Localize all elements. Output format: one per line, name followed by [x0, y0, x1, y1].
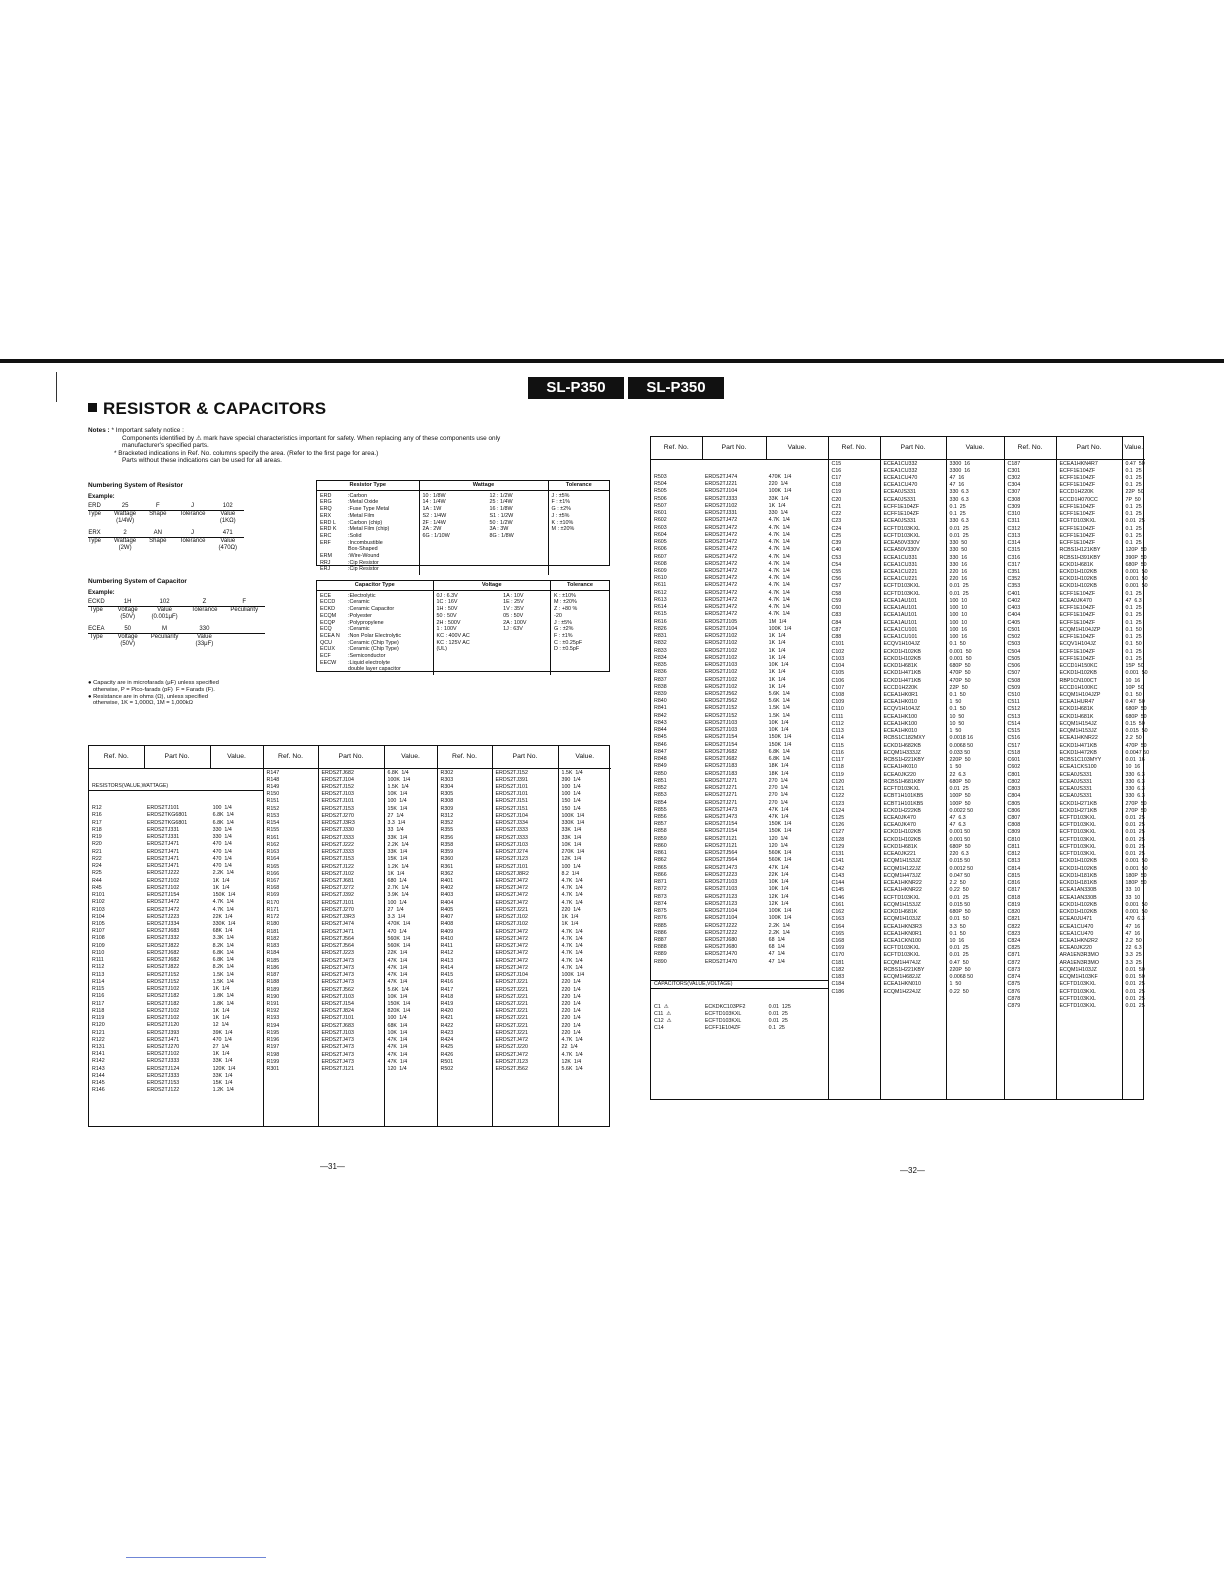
ref-column: R12 R16 R17 R18 R19 R20 R21 R22 R24 R25 R44 R45 R101 R102 R103 R104 R105 R107 R108 R109 R110 R111 R112 R113 R114 R115 R116 R117 R118 R119 R120 R121 R122 R131 R141 R142 R143 R144 R145 R146 [92, 805, 105, 1094]
value-column: 6.8K 1/4 100K 1/4 1.5K 1/4 10K 1/4 100 1/4 15K 1/4 27 1/4 3.3 1/4 33 1/4 33K 1/4 2.2K 1/4 33K 1/4 15K 1/4 1.2K 1/4 1K 1/4 680 1/4 2.7K 1/4 3.9K 1/4 100 1/4 27 1/4 3.3 1/4 470K 1/4 470 1/4 560K 1/4 560K 1/4 22K 1/4 47K 1/4 47K 1/4 47K 1/4 47K 1/4 5.6K 1/4 10K 1/4 150K 1/4 820K 1/4 100 1/4 68K 1/4 10K 1/4 47K 1/4 47K 1/4 47K 1/4 47K 1/4 120 1/4 [384, 768, 437, 1126]
capacitor-type-legend [316, 580, 610, 672]
code-part: 471 [213, 525, 245, 538]
legend-header: Capacitor Type [317, 581, 433, 590]
code-part: J [174, 503, 213, 511]
parts-table-page31 [88, 745, 610, 1127]
value-column: 470K 1/4 220 1/4 100K 1/4 33K 1/4 1K 1/4 330 1/4 4.7K 1/4 4.7K 1/4 4.7K 1/4 4.7K 1/4 4.7K 1/4 4.7K 1/4 4.7K 1/4 4.7K 1/4 4.7K 1/4 4.7K 1/4 4.7K 1/4 4.7K 1/4 4.7K 1/4 4.7K 1/4 1M 1/4 100K 1/4 1K 1/4 1K 1/4 1K 1/4 1K 1/4 10K 1/4 1K 1/4 1K 1/4 1K 1/4 5.6K 1/4 5.6K 1/4 1.5K 1/4 1.5K 1/4 10K 1/4 10K 1/4 150K 1/4 150K 1/4 6.8K 1/4 6.8K 1/4 18K 1/4 18K 1/4 270 1/4 270 1/4 270 1/4 270 1/4 47K 1/4 47K 1/4 150K 1/4 150K 1/4 120 1/4 120 1/4 560K 1/4 560K 1/4 47K 1/4 22K 1/4 10K 1/4 10K 1/4 12K 1/4 12K 1/4 100K 1/4 100K 1/4 2.2K 1/4 2.2K 1/4 68 1/4 68 1/4 47 1/4 47 1/4 [768, 473, 792, 965]
legend-codes: ECE ECCD ECKD ECQM ECQP ECQ ECEA N QCU ECUX ECF EECW [320, 592, 340, 666]
code-label: Type [88, 538, 102, 544]
section-title [88, 399, 326, 419]
code-label: Shape [149, 511, 167, 517]
code-label: Wattage (1/4W) [114, 511, 137, 524]
code-label: Wattage (2W) [114, 538, 137, 551]
code-label: Tolerance [179, 511, 206, 517]
col-header-value: Value. [946, 437, 1004, 459]
ref-column: C187 C301 C302 C304 C307 C308 C309 C310 C311 C312 C313 C314 C315 C316 C317 C351 C352 C353 C401 C402 C403 C404 C405 C501 C502 C503 C504 C505 C506 C507 C508 C509 C510 C511 C512 C513 C514 C515 C516 C517 C518 C601 C602 C801 C802 C803 C804 C805 C806 C807 C808 C809 C810 C811 C812 C813 C814 C815 C816 C817 C818 C819 C820 C821 C822 C823 C824 C825 C871 C872 C873 C874 C875 C876 C878 C879 [1004, 459, 1056, 1099]
code-label: Type [89, 607, 103, 613]
col-header-ref: Ref. No. [828, 437, 880, 459]
code-part: ECEA [88, 621, 112, 634]
code-part: J [174, 525, 213, 538]
part-column: ECKDKC103PF2 ECFTD103KXL ECFTD103KXL ECFF1E104ZF [704, 1003, 746, 1032]
value-column: 0.47 50 0.1 25 0.1 25 0.1 25 22P 50 7P 50 0.1 25 0.1 25 0.01 25 0.1 25 0.1 25 0.1 25 120P 50 390P 50 680P 50 0.001 50 0.001 50 0.001 50 0.1 25 47 6.3 0.1 25 0.1 25 0.1 25 0.1 50 0.1 25 0.1 50 0.1 25 0.1 25 15P 50 0.001 50 10 16 10P 50 0.1 50 0.47 50 680P 50 680P 50 0.15 50 0.015 50 2.2 50 470P 50 0.0047 50 0.01 16 10 16 330 6.3 330 6.3 330 6.3 330 6.3 270P 50 270P 50 0.01 25 0.01 25 0.01 25 0.01 25 0.01 25 0.01 25 0.001 50 0.001 50 180P 50 180P 50 33 10 33 10 0.001 50 0.001 50 470 6.3 47 16 47 16 2.2 50 22 6.3 3.3 25 3.3 25 0.01 50 0.01 50 0.01 25 0.01 25 0.01 25 0.01 25 [1125, 460, 1150, 1010]
code-part: 102 [213, 503, 245, 511]
code-part: M [145, 621, 186, 634]
resistor-numbering-example [88, 494, 244, 552]
example-label: Example: [88, 590, 115, 596]
col-header-value: Value. [384, 746, 437, 768]
col-header-ref: Ref. No. [651, 437, 702, 459]
legend-header: Wattage [419, 481, 548, 490]
code-part: AN [143, 525, 173, 538]
ref-column: R302 R303 R304 R305 R308 R309 R312 R352 R355 R356 R358 R359 R360 R361 R362 R401 R402 R403 R404 R405 R407 R408 R409 R410 R411 R412 R413 R414 R415 R416 R417 R418 R419 R420 R421 R422 R423 R424 R425 R426 R501 R502 [437, 768, 492, 1126]
resistor-numbering-title: Numbering System of Resistor [88, 482, 183, 489]
col-header-value: Value. [210, 746, 263, 768]
ref-column: R147 R148 R149 R150 R151 R152 R153 R154 R155 R161 R162 R163 R164 R165 R166 R167 R168 R169 R170 R171 R172 R180 R181 R182 R183 R184 R185 R186 R187 R188 R189 R190 R191 R192 R193 R194 R195 R196 R197 R198 R199 R301 [263, 768, 318, 1126]
code-label: Peculiarity [230, 607, 259, 613]
legend-values: K : ±10% M : ±20% Z : +80 % -20 J : ±5% G : ±2% F : ±1% C : ±0.25pF D : ±0.5pF [554, 592, 583, 653]
legend-header: Resistor Type [317, 481, 419, 490]
legend-desc: :Carbon :Metal Oxide :Fuse Type Metal :Metal Film :Carbon (chip) :Metal Film (chip) :Solid :Incombustible Box-Shaped :Wire-Wound :Cip Resistor :Cip Resistor [345, 490, 419, 575]
code-label: Type [89, 634, 103, 640]
code-label: Tolerance [191, 607, 218, 613]
parts-table-page32 [650, 436, 1150, 1100]
code-part: 2 [108, 525, 143, 538]
col-header-part: Part No. [144, 746, 210, 768]
bullet-square-icon [88, 403, 97, 412]
note-line: ● Resistance are in ohms (Ω), unless specified [88, 693, 208, 700]
legend-codes: ERD ERG ERQ ERX ERD L ERD K ERC ERF ERM RRJ ERJ [320, 492, 337, 573]
part-column: ERDS2TJ152 ERDS2TJ391 ERDS2TJ101 ERDS2TJ101 ERDS2TJ151 ERDS2TJ151 ERDS2TJ104 ERDS2TJ334 ERDS2TJ333 ERDS2TJ333 ERDS2TJ103 ERDS2TJ274 ERDS2TJ123 ERDS2TJ101 ERDS2TJ8R2 ERDS2TJ472 ERDS2TJ472 ERDS2TJ472 ERDS2TJ472 ERDS2TJ221 ERDS2TJ102 ERDS2TJ102 ERDS2TJ472 ERDS2TJ472 ERDS2TJ472 ERDS2TJ472 ERDS2TJ472 ERDS2TJ472 ERDS2TJ104 ERDS2TJ221 ERDS2TJ221 ERDS2TJ221 ERDS2TJ221 ERDS2TJ221 ERDS2TJ221 ERDS2TJ221 ERDS2TJ221 ERDS2TJ472 ERDS2TJ220 ERDS2TJ472 ERDS2TJ123 ERDS2TJ562 [492, 768, 558, 1126]
code-part: ERD [88, 503, 108, 511]
footer-rule [126, 1557, 266, 1558]
col-header-ref: Ref. No. [89, 746, 144, 768]
legend-header: Tolerance [551, 581, 609, 590]
col-header-value: Value. [1122, 437, 1145, 459]
notes-label: Notes : [88, 427, 110, 434]
capacitor-numbering-example [88, 590, 265, 648]
code-part: F [143, 503, 173, 511]
legend-values: J : ±5% F : ±1% G : ±2% J : ±5% K : ±10% M : ±20% [551, 492, 575, 533]
legend-values: 1A : 10V 1E : 25V 1V : 35V 05 : 50V 2A : 100V 1J : 63V [500, 590, 550, 675]
code-part: 25 [108, 503, 143, 511]
notes-line: * Important safety notice : [111, 427, 184, 434]
notes-line: manufacturer's specified parts. [122, 442, 209, 450]
part-column: ERDS2TJ101 ERDS2TKG6801 ERDS2TKG6801 ERDS2TJ331 ERDS2TJ331 ERDS2TJ471 ERDS2TJ471 ERDS2TJ471 ERDS2TJ471 ERDS2TJ222 ERDS2TJ102 ERDS2TJ102 ERDS2TJ154 ERDS2TJ472 ERDS2TJ472 ERDS2TJ223 ERDS2TJ334 ERDS2TJ683 ERDS2TJ332 ERDS2TJ822 ERDS2TJ682 ERDS2TJ682 ERDS2TJ822 ERDS2TJ152 ERDS2TJ152 ERDS2TJ102 ERDS2TJ182 ERDS2TJ182 ERDS2TJ102 ERDS2TJ102 ERDS2TJ120 ERDS2TJ393 ERDS2TJ471 ERDS2TJ270 ERDS2TJ102 ERDS2TJ333 ERDS2TJ124 ERDS2TJ333 ERDS2TJ153 ERDS2TJ122 [146, 805, 188, 1094]
col-header-part: Part No. [702, 437, 766, 459]
code-part: F [224, 599, 265, 607]
col-header-part: Part No. [1056, 437, 1122, 459]
part-column: ECEA1CU332 ECEA1CU332 ECEA1CU470 ECEA1CU470 ECEA0JS331 ECEA0JS331 ECFF1E104ZF ECFF1E104ZF ECEA0JS331 ECFTD103KXL ECFTD103KXL ECEA50V330V ECEA50V330V ECEA1CU331 ECEA1CU331 ECEA1CU221 ECEA1CU221 ECFTD103KXL ECFTD103KXL ECEA1AU101 ECEA1AU101 ECEA1AU101 ECEA1AU101 ECEA1CU101 ECEA1CU101 ECQV1H104JZ ECKD1H102KB ECKD1H102KB ECKD1H681K ECKD1H471KB ECKD1H471KB ECCD1H220K ECEA1HK0R1 ECEA1HK010 ECQV1H104JZ ECEA1HK100 ECEA1HK100 ECEA1HK010 RCBS1C182MXY ECKD1H682KB ECQM1H333JZ RCBS1H221KBY ECEA1HK010 ECEA0JK220 RCBS1H681KBY ECFTD103KXL ECBT1H101KB5 ECBT1H101KB5 ECKD1H222KB ECEA0JK470 ECEA0JK470 ECKD1H102KB ECKD1H102KB ECKD1H681K ECEA0JK221 ECQM1H153JZ ECQM1H122JZ ECQM1H473JZ ECEA1HKNR22 ECEA1HKNR22 ECFTD103KXL ECQM1H153JZ ECKD1H681K ECQM1H103JZ ECEA1HKN3R3 ECEA1HKN0R1 ECEA1CKN100 ECFTD103KXL ECFTD103KXL ECQM1H474JZ RCBS1H221KBY ECQM1H682JZ ECEA1HKN010 ECQM1H224JZ [880, 459, 946, 1099]
code-part: 330 [185, 621, 224, 634]
example-label: Example: [88, 494, 115, 500]
col-header-ref: Ref. No. [263, 746, 318, 768]
margin-mark [56, 372, 57, 402]
col-header-ref: Ref. No. [437, 746, 492, 768]
notes [88, 427, 628, 465]
code-part: Z [185, 599, 224, 607]
code-part: 102 [145, 599, 186, 607]
code-part: 1H [112, 599, 145, 607]
model-badge: SL-P350 [528, 377, 624, 399]
legend-header: Voltage [433, 581, 551, 590]
code-label: Peculiarity [150, 634, 179, 640]
units-notes [88, 680, 348, 707]
code-label: Value (33μF) [195, 634, 214, 647]
col-header-value: Value. [558, 746, 611, 768]
legend-desc: :Electrolytic :Ceramic :Ceramic Capacitor :Polyester :Polypropylene :Ceramic :Non Polar Electrolytic :Ceramic (Chip Type) :Ceramic (Chip Type) :Semiconductor :Liquid electrolyte double layer capacitor [345, 590, 433, 675]
notes-line: * Bracketed indications in Ref. No. columns specify the area. (Refer to the first page for area.) [114, 449, 379, 457]
col-header-part: Part No. [880, 437, 946, 459]
code-label: Shape [149, 538, 167, 544]
col-header-part: Part No. [492, 746, 558, 768]
code-part: 50 [112, 621, 145, 634]
part-column: ERDS2TJ474 ERDS2TJ221 ERDS2TJ104 ERDS2TJ333 ERDS2TJ102 ERDS2TJ331 ERDS2TJ472 ERDS2TJ472 ERDS2TJ472 ERDS2TJ472 ERDS2TJ472 ERDS2TJ472 ERDS2TJ472 ERDS2TJ472 ERDS2TJ472 ERDS2TJ472 ERDS2TJ472 ERDS2TJ472 ERDS2TJ472 ERDS2TJ472 ERDS2TJ105 ERDS2TJ104 ERDS2TJ102 ERDS2TJ102 ERDS2TJ102 ERDS2TJ102 ERDS2TJ103 ERDS2TJ102 ERDS2TJ102 ERDS2TJ102 ERDS2TJ562 ERDS2TJ562 ERDS2TJ152 ERDS2TJ152 ERDS2TJ103 ERDS2TJ103 ERDS2TJ154 ERDS2TJ154 ERDS2TJ682 ERDS2TJ682 ERDS2TJ183 ERDS2TJ183 ERDS2TJ271 ERDS2TJ271 ERDS2TJ271 ERDS2TJ271 ERDS2TJ473 ERDS2TJ473 ERDS2TJ154 ERDS2TJ154 ERDS2TJ121 ERDS2TJ121 ERDS2TJ564 ERDS2TJ564 ERDS2TJ473 ERDS2TJ223 ERDS2TJ103 ERDS2TJ103 ERDS2TJ123 ERDS2TJ123 ERDS2TJ104 ERDS2TJ104 ERDS2TJ222 ERDS2TJ222 ERDS2TJ680 ERDS2TJ680 ERDS2TJ470 ERDS2TJ470 [704, 473, 738, 965]
legend-values: 12 : 1/2W 25 : 1/4W 16 : 1/8W S1 : 1/2W 50 : 1/2W 3A : 3W 8G : 1/8W [486, 490, 548, 575]
col-header-part: Part No. [318, 746, 384, 768]
code-part: ECKD [88, 599, 112, 607]
ref-column: C1 ⚠ C11 ⚠ C12 ⚠ C14 [654, 1003, 672, 1032]
code-label: Tolerance [179, 538, 206, 544]
legend-values: 10 : 1/8W 14 : 1/4W 1A : 1W S2 : 1/4W 2F : 1/4W 2A : 2W 6G : 1/10W [422, 492, 450, 539]
note-line: otherwise, 1K = 1,000Ω, 1M = 1,000kΩ [88, 700, 194, 707]
model-badge: SL-P350 [628, 377, 724, 399]
legend-header: Tolerance [548, 481, 609, 490]
notes-line: Parts without these indications can be used for all areas. [122, 457, 282, 465]
note-line: ● Capacity are in microfarads (μF) unless specified [88, 680, 219, 686]
part-column: ECEA1HKN4R7 ECFF1E104ZF ECFF1E104ZF ECFF1E104ZF ECCD1H220K ECCD1H070CC ECFF1E104ZF ECFF1E104ZF ECFTD103KXL ECFF1E104ZF ECFF1E104ZF ECFF1E104ZF RCBS1H121KBY RCBS1H391KBY ECKD1H681K ECKD1H102KB ECKD1H102KB ECKD1H102KB ECFF1E104ZF ECEA0JK470 ECFF1E104ZF ECFF1E104ZF ECFF1E104ZF ECQM1H104JZP ECFF1E104ZF ECQV1H104JZ ECFF1E104ZF ECFF1E104ZF ECCD1H150KC ECKD1H102KB RBP1CN100CT ECCD1H100KC ECQM1H104JZP ECEA1HUR47 ECKD1H681K ECKD1H681K ECQM1H154JZ ECQM1H153JZ ECEA1HKNR22 ECKD1H471KB ECKD1H472KB RCBS1C103MYY ECEA1CKS100 ECEA0JS331 ECEA0JS331 ECEA0JS331 ECEA0JS331 ECKD1H271KB ECKD1H271KB ECFTD103KXL ECFTD103KXL ECFTD103KXL ECFTD103KXL ECFTD103KXL ECFTD103KXL ECKD1H102KB ECKD1H102KB ECKD1H181KB ECKD1H181KB ECEA1AN330B ECEA1AN330B ECKD1H102KB ECKD1H102KB ECEA0JU471 ECEA1CU470 ECEA1CU470 ECEA1HKN2R2 ECEA0JK220 ARA1EN3R3MO ARA1EN3R3MO ECQM1H103JZ ECQM1H103KF ECFTD103KXL ECFTD103KXL ECFTD103KXL ECFTD103KXL [1056, 459, 1122, 1099]
category-label: CAPACITORS(VALUE,VOLTAGE) [651, 980, 828, 989]
ref-column: R503 R504 R505 R506 R507 R601 R602 R603 R604 R605 R606 R607 R608 R609 R610 R611 R612 R613 R614 R615 R616 R826 R831 R832 R833 R834 R835 R836 R837 R838 R839 R840 R841 R842 R843 R844 R845 R846 R847 R848 R849 R850 R851 R852 R853 R854 R855 R856 R857 R858 R859 R860 R861 R862 R865 R866 R871 R872 R873 R874 R875 R876 R885 R886 R887 R888 R889 R890 [654, 473, 667, 965]
section-title-text: RESISTOR & CAPACITORS [103, 399, 327, 418]
value-column: 1.5K 1/4 390 1/4 100 1/4 100 1/4 150 1/4 150 1/4 100K 1/4 330K 1/4 33K 1/4 33K 1/4 10K 1/4 270K 1/4 12K 1/4 100 1/4 8.2 1/4 4.7K 1/4 4.7K 1/4 4.7K 1/4 4.7K 1/4 220 1/4 1K 1/4 1K 1/4 4.7K 1/4 4.7K 1/4 4.7K 1/4 4.7K 1/4 4.7K 1/4 4.7K 1/4 100K 1/4 220 1/4 220 1/4 220 1/4 220 1/4 220 1/4 220 1/4 220 1/4 220 1/4 4.7K 1/4 22 1/4 4.7K 1/4 12K 1/4 5.6K 1/4 [561, 769, 585, 1073]
note-line: otherwise, P = Pico-farads (pF) F = Farads (F). [88, 686, 215, 693]
col-header-value: Value. [766, 437, 828, 459]
legend-values: 0J : 6.3V 1C : 16V 1H : 50V 50 : 50V 2H : 500V 1 : 100V KC : 400V AC KC : 125V AC (UL) [436, 592, 470, 653]
value-column: 0.01 125 0.01 25 0.01 25 0.1 25 [768, 1003, 791, 1032]
value-column: 3300 16 3300 16 47 16 47 16 330 6.3 330 6.3 0.1 25 0.1 25 330 6.3 0.01 25 0.01 25 330 50 330 50 330 16 330 16 220 16 220 16 0.01 25 0.01 25 100 10 100 10 100 10 100 10 100 16 100 16 0.1 50 0.001 50 0.001 50 680P 50 470P 50 470P 50 22P 50 0.1 50 1 50 0.1 50 10 50 10 50 1 50 0.0018 16 0.0068 50 0.033 50 220P 50 1 50 22 6.3 680P 50 0.01 25 100P 50 100P 50 0.0022 50 47 6.3 47 6.3 0.001 50 0.001 50 680P 50 220 6.3 0.015 50 0.0012 50 0.047 50 2.2 50 0.22 50 0.01 25 0.015 50 680P 50 0.01 50 3.3 50 0.1 50 10 16 0.01 25 0.01 25 0.47 50 220P 50 0.0068 50 1 50 0.22 50 [946, 459, 1004, 1099]
code-label: Voltage (50V) [117, 634, 138, 647]
code-part: ERX [88, 525, 108, 538]
code-label: Voltage (50V) [117, 607, 138, 620]
code-label: Value (0.001μF) [151, 607, 178, 620]
value-column: 100 1/4 6.8K 1/4 6.8K 1/4 330 1/4 330 1/4 470 1/4 470 1/4 470 1/4 470 1/4 2.2K 1/4 1K 1/4 1K 1/4 150K 1/4 4.7K 1/4 4.7K 1/4 22K 1/4 330K 1/4 68K 1/4 3.3K 1/4 8.2K 1/4 6.8K 1/4 6.8K 1/4 8.2K 1/4 1.5K 1/4 1.5K 1/4 1K 1/4 1.8K 1/4 1.8K 1/4 1K 1/4 1K 1/4 12 1/4 39K 1/4 470 1/4 27 1/4 1K 1/4 33K 1/4 120K 1/4 33K 1/4 15K 1/4 1.2K 1/4 [212, 805, 236, 1094]
part-column: ERDS2TJ682 ERDS2TJ104 ERDS2TJ152 ERDS2TJ103 ERDS2TJ101 ERDS2TJ153 ERDS2TJ270 ERDS2TJ3R3 ERDS2TJ330 ERDS2TJ333 ERDS2TJ222 ERDS2TJ333 ERDS2TJ153 ERDS2TJ122 ERDS2TJ102 ERDS2TJ681 ERDS2TJ272 ERDS2TJ392 ERDS2TJ101 ERDS2TJ270 ERDS2TJ3R3 ERDS2TJ474 ERDS2TJ471 ERDS2TJ564 ERDS2TJ564 ERDS2TJ223 ERDS2TJ473 ERDS2TJ473 ERDS2TJ473 ERDS2TJ473 ERDS2TJ562 ERDS2TJ103 ERDS2TJ154 ERDS2TJ824 ERDS2TJ101 ERDS2TJ683 ERDS2TJ103 ERDS2TJ473 ERDS2TJ473 ERDS2TJ473 ERDS2TJ473 ERDS2TJ121 [318, 768, 384, 1126]
ref-column: C15 C16 C17 C18 C19 C20 C21 C22 C23 C24 C25 C39 C40 C53 C54 C55 C56 C57 C58 C59 C60 C83 C84 C87 C88 C101 C102 C103 C104 C105 C106 C107 C108 C109 C110 C111 C112 C113 C114 C115 C116 C117 C118 C119 C120 C121 C122 C123 C124 C125 C126 C127 C128 C129 C131 C141 C142 C143 C144 C145 C146 C161 C162 C163 C164 C165 C168 C169 C170 C181 C182 C183 C184 C186 [828, 459, 880, 1099]
top-rule [0, 359, 1224, 363]
capacitor-numbering-title: Numbering System of Capacitor [88, 578, 187, 585]
resistor-type-legend [316, 480, 610, 573]
page-number: —31— [320, 1162, 345, 1171]
code-label: Value (470Ω) [218, 538, 238, 551]
code-label: Type [88, 511, 102, 517]
notes-line: Components identified by ⚠ mark have special characteristics important for safety. When replacing any of these components use only [122, 434, 501, 442]
page-number: —32— [900, 1166, 925, 1175]
col-header-ref: Ref. No. [1004, 437, 1056, 459]
code-label: Value (1KΩ) [219, 511, 236, 524]
category-label: RESISTORS(VALUE,WATTAGE) [89, 783, 263, 791]
